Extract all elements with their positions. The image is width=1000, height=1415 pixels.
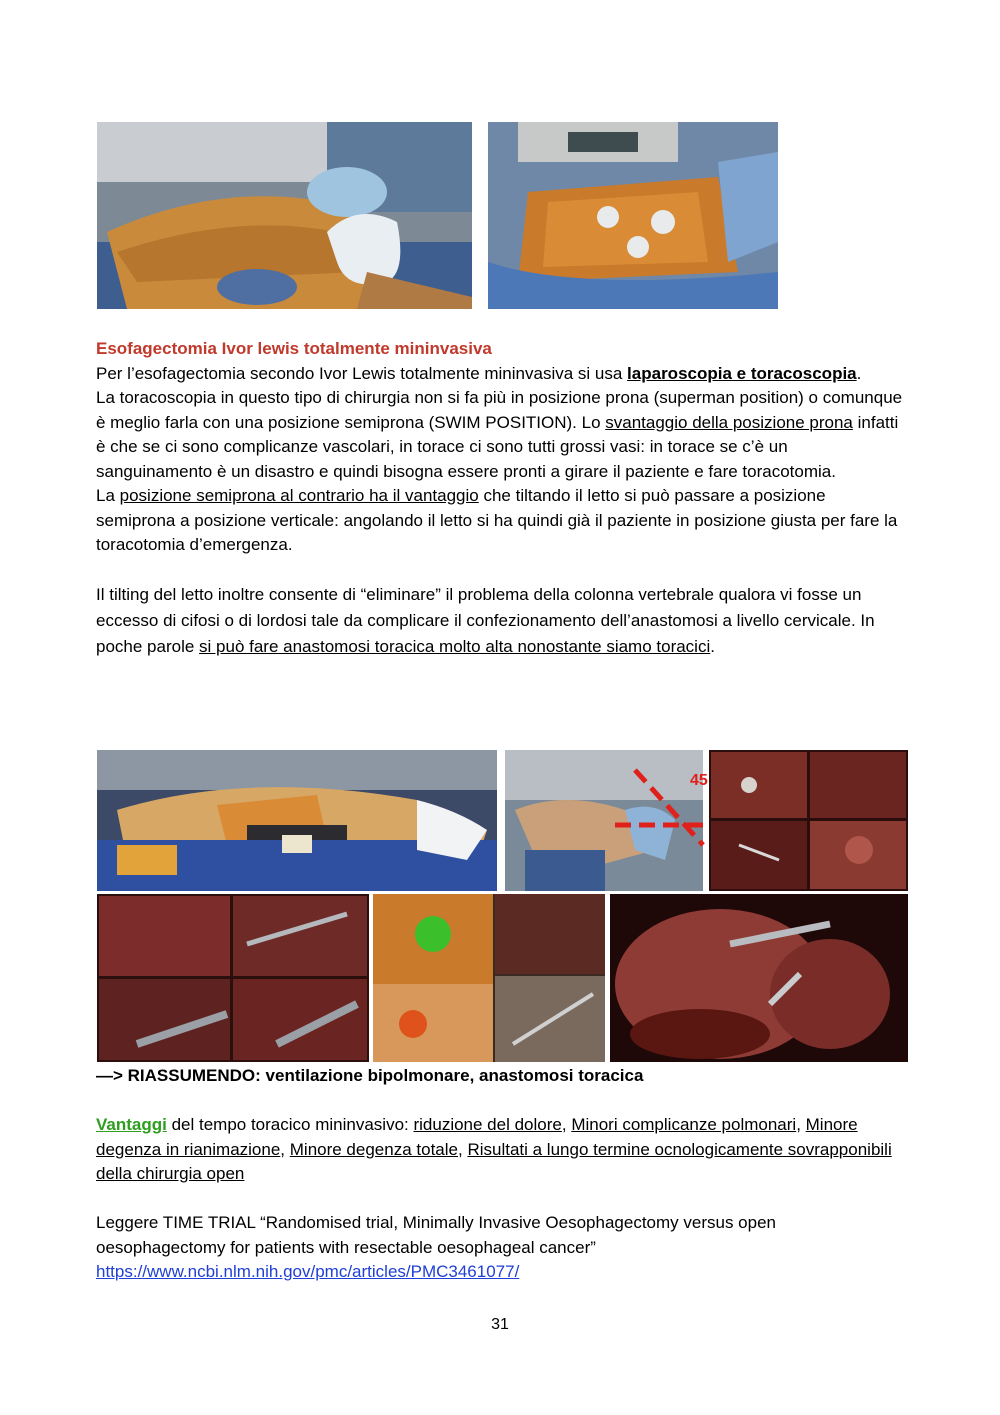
reading-text: Leggere TIME TRIAL “Randomised trial, Minimally Invasive Oesophagectomy versus open oesophagectomy for patients with resectable oesophageal cancer” <box>96 1213 776 1257</box>
photo-trocars-back <box>488 122 778 309</box>
photo-semiprone-patient <box>97 750 497 891</box>
photo-thoracoscopy-grid <box>709 750 908 891</box>
photo-tilted-table <box>505 750 708 891</box>
paragraph-prone-position: La toracoscopia in questo tipo di chirurgia non si fa più in posizione prona (superman position) o comunque è meglio farla con una posizione semiprona (SWIM POSITION). Lo svantaggio della posizione prona infatti è che se ci sono complicanze vascolari, in torace ci sono tutti grossi vasi: in torace se c’è un sanguinamento è un disastro e quindi bisogna essere pronti a girare il paziente e fare toracotomia. <box>96 388 903 481</box>
angle-label: 45 <box>690 772 708 789</box>
advantage-item: Minori complicanze polmonari <box>571 1115 797 1134</box>
article-link[interactable]: https://www.ncbi.nlm.nih.gov/pmc/articles/PMC3461077/ <box>96 1262 520 1281</box>
advantages-paragraph: Vantaggi del tempo toracico mininvasivo: riduzione del dolore, Minori complicanze polmonari, Minore degenza in rianimazione, Minore degenza totale, Risultati a lungo termine ocnologicamente sovrapponibili della chirurgia open <box>96 1115 892 1183</box>
paragraph-approach: Per l’esofagectomia secondo Ivor Lewis totalmente mininvasiva si usa laparoscopia e toracoscopia. <box>96 363 862 383</box>
paragraph-semiprone-position: La posizione semiprona al contrario ha il vantaggio che tiltando il letto si può passare a posizione semiprona a posizione verticale: angolando il letto si ha quindi già il paziente in posizione giusta per fare la toracotomia d’emergenza. <box>96 486 898 554</box>
tilting-highlight: si può fare anastomosi toracica molto alta nonostante siamo toracici <box>199 637 711 656</box>
advantages-title: Vantaggi <box>96 1115 167 1134</box>
semiprone-advantage: posizione semiprona al contrario ha il vantaggio <box>119 486 479 505</box>
advantage-item: Minore degenza in rianimazione <box>96 1115 858 1159</box>
paragraph-tilting: Il tilting del letto inoltre consente di “eliminare” il problema della colonna vertebrale qualora vi fosse un eccesso di cifosi o di lordosi tale da complicare il confezionamento dell’anastomosi a livello cervicale. In poche parole si può fare anastomosi toracica molto alta nonostante siamo toracici. <box>96 585 875 656</box>
advantage-item: Risultati a lungo termine ocnologicamente sovrapponibili della chirurgia open <box>96 1139 892 1183</box>
laparoscopy-highlight: laparoscopia e toracoscopia <box>627 363 857 383</box>
summary-line: —> RIASSUMENDO: ventilazione bipolmonare, anastomosi toracica <box>96 1066 644 1085</box>
main-text <box>96 337 906 660</box>
advantage-item: Minore degenza totale <box>289 1139 458 1159</box>
page-number: 31 <box>491 1316 509 1333</box>
photo-instruments-grid <box>97 894 369 1062</box>
advantage-item: riduzione del dolore <box>413 1115 562 1134</box>
section-heading: Esofagectomia Ivor lewis totalmente mininvasiva <box>96 339 492 358</box>
photo-port-placement <box>373 894 605 1062</box>
summary-text <box>96 1064 906 1285</box>
prone-disadvantage: svantaggio della posizione prona <box>605 412 853 432</box>
photo-anastomosis <box>610 894 908 1062</box>
photo-prone-patient <box>97 122 472 309</box>
